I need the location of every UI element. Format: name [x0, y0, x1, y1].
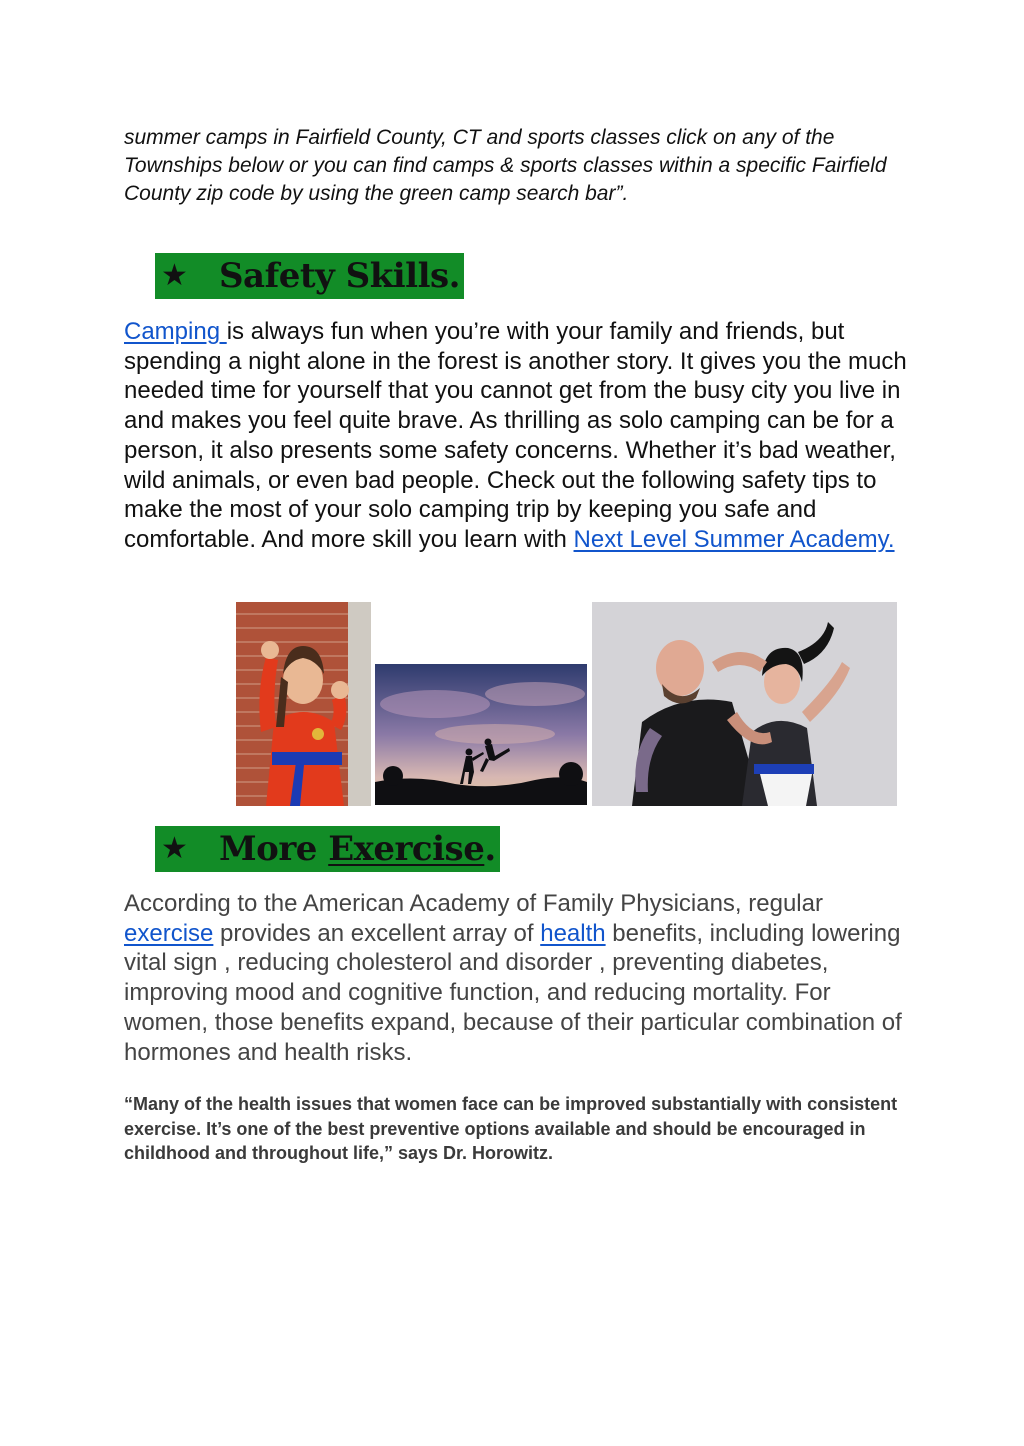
- safety-skills-heading: [155, 253, 464, 299]
- star-icon: ★: [161, 258, 188, 293]
- paragraph-text-2: provides an excellent array of: [213, 919, 541, 947]
- paragraph-text-3: benefits, including lowering vital sign , reducing cholesterol and disorder , preventing diabetes, improving mood and cognitive function, and reducing mortality. For women, those benefits expand, because of their particular combination of hormones and health risks.: [124, 919, 902, 1066]
- self-defense-photo: [592, 602, 897, 806]
- horowitz-quote: “Many of the health issues that women face can be improved substantially with consistent exercise. It’s one of the best preventive options available and should be encouraged in childhood and throughout life,” says Dr. Horowitz.: [124, 1094, 898, 1163]
- star-icon: ★: [161, 831, 188, 866]
- exercise-link[interactable]: exercise: [124, 919, 214, 947]
- health-link[interactable]: health: [540, 919, 606, 947]
- camping-link[interactable]: Camping: [124, 318, 227, 345]
- girl-martial-arts-photo: [236, 602, 371, 806]
- exercise-heading-link[interactable]: Exercise: [328, 829, 485, 869]
- more-exercise-paragraph: [124, 889, 914, 1067]
- safety-skills-paragraph: [124, 317, 914, 555]
- heading-text: Safety Skills.: [219, 256, 460, 296]
- intro-paragraph: summer camps in Fairfield County, CT and sports classes click on any of the Townships below or you can find camps & sports classes within a specific Fairfield County zip code by using the green camp search bar”.: [124, 126, 887, 205]
- silhouette-sparring-photo: [375, 664, 587, 805]
- more-exercise-heading: [155, 826, 500, 872]
- heading-prefix: More: [219, 829, 317, 869]
- paragraph-text-1: According to the American Academy of Family Physicians, regular: [124, 890, 823, 917]
- next-level-summer-academy-link[interactable]: Next Level Summer Academy.: [573, 525, 895, 553]
- paragraph-text: is always fun when you’re with your family and friends, but spending a night alone in the forest is another story. It gives you the much needed time for yourself that you cannot get from the busy city you live in and makes you feel quite brave. As thrilling as solo camping can be for a person, it also presents some safety concerns. Whether it’s bad weather, wild animals, or even bad people. Check out the following safety tips to make the most of your solo camping trip by keeping you safe and comfortable. And more skill you learn with: [124, 318, 907, 553]
- heading-suffix: .: [484, 829, 496, 869]
